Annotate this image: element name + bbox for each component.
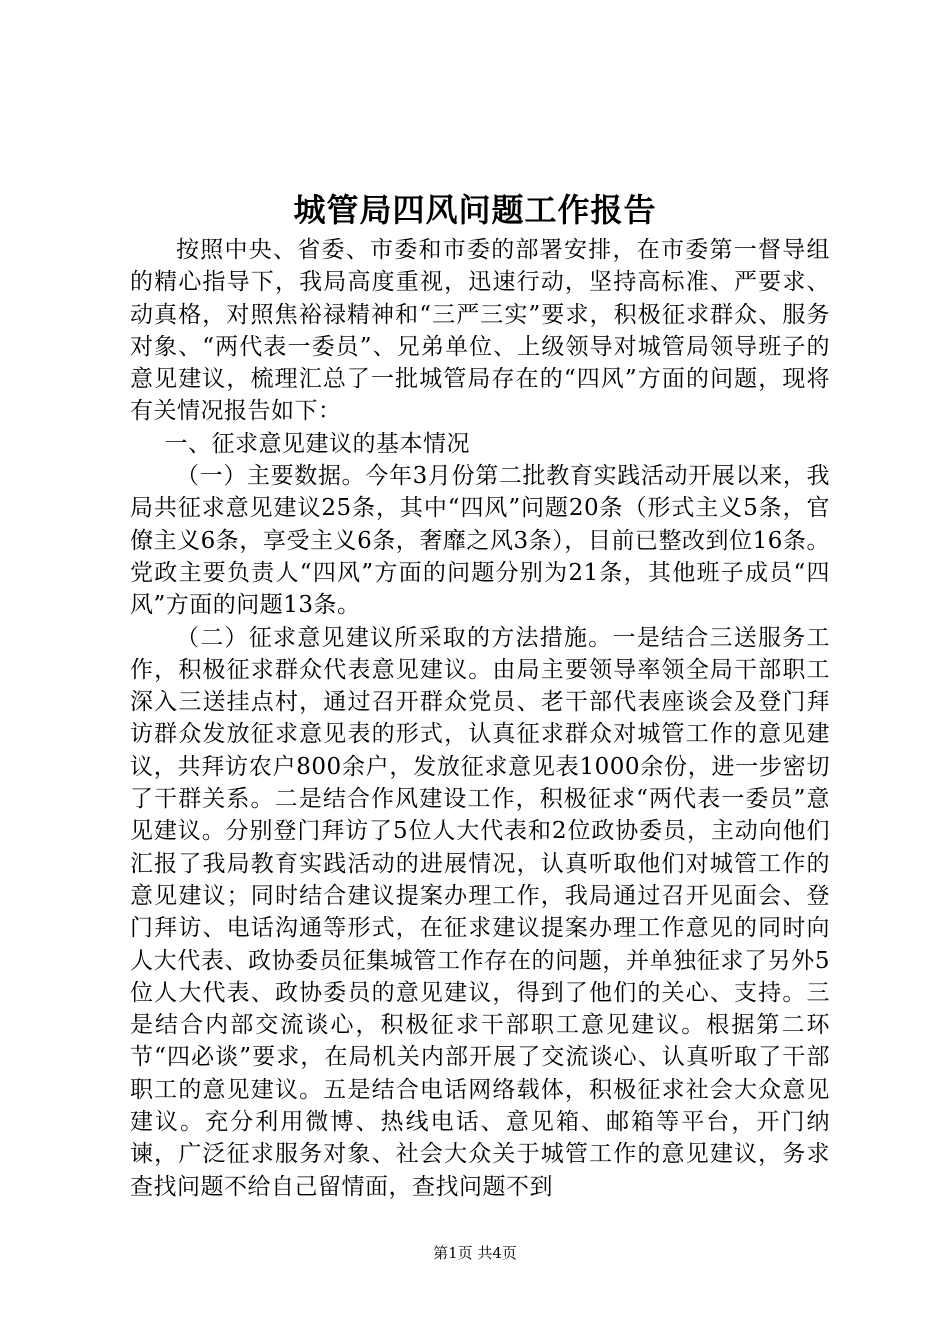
methods-paragraph: （二）征求意见建议所采取的方法措施。一是结合三送服务工作，积极征求群众代表意见建议。由局主要领导率领全局干部职工深入三送挂点村，通过召开群众党员、老干部代表座谈会及登门拜访群众发放征求意见表的形式，认真征求群众对城管工作的意见建议，共拜访农户800余户，发放征求意见表1000余份，进一步密切了干群关系。二是结合作风建设工作，积极征求“两代表一委员”意见建议。分别登门拜访了5位人大代表和2位政协委员，主动向他们汇报了我局教育实践活动的进展情况，认真听取他们对城管工作的意见建议；同时结合建议提案办理工作，我局通过召开见面会、登门拜访、电话沟通等形式，在征求建议提案办理工作意见的同时向人大代表、政协委员征集城管工作存在的问题，并单独征求了另外5位人大代表、政协委员的意见建议，得到了他们的关心、支持。三是结合内部交流谈心，积极征求干部职工意见建议。根据第二环节“四必谈”要求，在局机关内部开展了交流谈心、认真听取了干部职工的意见建议。五是结合电话网络载体，积极征求社会大众意见建议。充分利用微博、热线电话、意见箱、邮箱等平台，开门纳谏，广泛征求服务对象、社会大众关于城管工作的意见建议，务求查找问题不给自己留情面，查找问题不到 xyxy=(130,624,830,1200)
page-number-footer: 第1页 共4页 xyxy=(433,1244,517,1262)
document-title: 城管局四风问题工作报告 xyxy=(293,191,657,229)
intro-paragraph: 按照中央、省委、市委和市委的部署安排，在市委第一督导组的精心指导下，我局高度重视，迅速行动，坚持高标准、严要求、动真格，对照焦裕禄精神和“三严三实”要求，积极征求群众、服务对象、“两代表一委员”、兄弟单位、上级领导对城管局领导班子的意见建议，梳理汇总了一批城管局存在的“四风”方面的问题，现将有关情况报告如下： xyxy=(130,237,830,425)
section-heading: 一、征求意见建议的基本情况 xyxy=(164,430,470,457)
document-body xyxy=(130,234,830,1203)
main-data-paragraph: （一）主要数据。今年3月份第二批教育实践活动开展以来，我局共征求意见建议25条，其中“四风”问题20条（形式主义5条，官僚主义6条，享受主义6条，奢靡之风3条），目前已整改到位16条。党政主要负责人“四风”方面的问题分别为21条，其他班子成员“四风”方面的问题13条。 xyxy=(130,463,830,619)
